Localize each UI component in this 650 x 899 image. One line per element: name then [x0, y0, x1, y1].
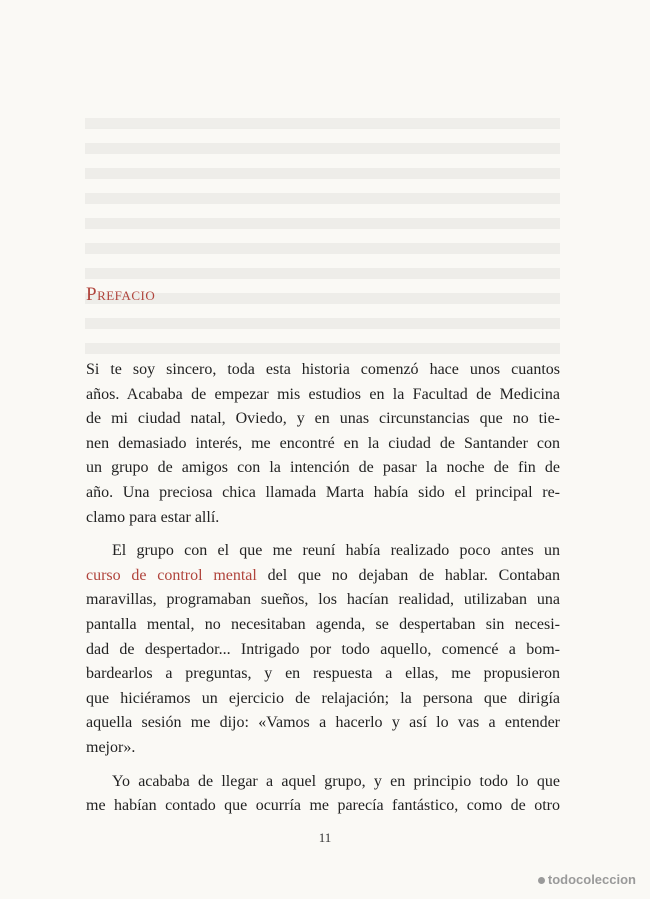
- page-number: 11: [318, 830, 332, 845]
- text-line: un grupo de amigos con la intención de pasar la noche de fin de: [86, 459, 560, 477]
- paragraph-1: [86, 358, 560, 530]
- watermark-text: todocoleccion: [547, 872, 636, 887]
- text-line: me habían contado que ocurría me parecía fantástico, como de otro: [86, 797, 560, 815]
- text-line: dad de despertador... Intrigado por todo aquello, comencé a bom-: [86, 640, 560, 658]
- text-line: de mi ciudad natal, Oviedo, y en unas circunstancias que no tie-: [86, 410, 560, 428]
- text-line: años. Acababa de empezar mis estudios en la Facultad de Medicina: [86, 385, 560, 403]
- text-line: maravillas, programaban sueños, los hacían realidad, utilizaban una: [86, 591, 560, 609]
- text-fragment: del que no dejaban de hablar. Contaban: [256, 566, 560, 584]
- text-line: Yo acababa de llegar a aquel grupo, y en principio todo lo que: [112, 772, 560, 790]
- text-line: Si te soy sincero, toda esta historia comenzó hace unos cuantos: [86, 361, 560, 378]
- text-line: que hiciéramos un ejercicio de relajación; la persona que dirigía: [86, 689, 560, 707]
- text-line: El grupo con el que me reuní había realizado poco antes un: [112, 542, 560, 560]
- text-line: nen demasiado interés, me encontré en la ciudad de Santander con: [86, 434, 560, 452]
- paragraph-3: [86, 770, 560, 819]
- text-line: mejor».: [86, 738, 136, 756]
- text-line: bardearlos a preguntas, y en respuesta a ellas, me propusieron: [86, 665, 560, 683]
- highlighted-phrase: curso de control mental: [86, 566, 257, 584]
- watermark-dot-icon: [538, 877, 545, 884]
- paragraph-2: [86, 539, 560, 760]
- text-line: clamo para estar allí.: [86, 508, 220, 526]
- body-text: [86, 358, 560, 819]
- text-line: [86, 564, 560, 589]
- watermark: [538, 872, 636, 887]
- text-line: pantalla mental, no necesitaban agenda, se despertaban sin necesi-: [86, 615, 560, 633]
- text-line: año. Una preciosa chica llamada Marta había sido el principal re-: [86, 483, 560, 501]
- chapter-heading: Prefacio: [86, 284, 156, 305]
- text-line: aquella sesión me dijo: «Vamos a hacerlo y así lo vas a entender: [86, 714, 560, 732]
